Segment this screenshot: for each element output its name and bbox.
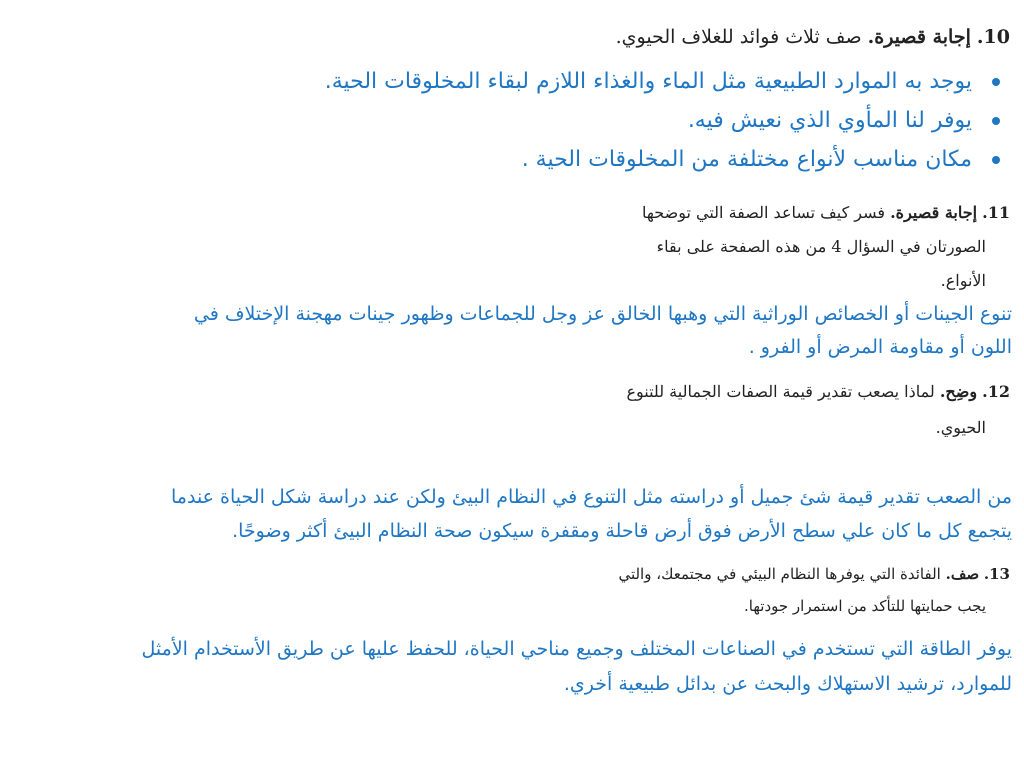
question-13-label: صف. xyxy=(945,565,980,583)
answer-12-line-2: يتجمع كل ما كان علي سطح الأرض فوق أرض قاحلة ومقفرة سيكون صحة النظام البيئ أكثر وضوحًا. xyxy=(232,520,1012,542)
answer-13 xyxy=(142,632,1012,702)
answer-10-item-1 xyxy=(325,62,972,101)
question-12-label: وضِح. xyxy=(939,382,978,401)
question-10-number: 10. xyxy=(976,26,1010,48)
answer-11-line-1: تنوع الجينات أو الخصائص الوراثية التي وهبها الخالق عز وجل للجماعات وظهور جينات مهجنة الإختلاف في xyxy=(193,303,1012,325)
question-12-text-1: لماذا يصعب تقدير قيمة الصفات الجمالية للتنوع xyxy=(626,382,935,401)
answer-10-item-2 xyxy=(325,101,972,140)
answer-10-item-3 xyxy=(325,140,972,179)
question-11-text-1: فسر كيف تساعد الصفة التي توضحها xyxy=(642,203,886,222)
question-11-number: 11. xyxy=(982,203,1010,222)
question-10 xyxy=(616,22,1010,52)
answer-10-item-1-text: يوجد به الموارد الطبيعية مثل الماء والغذاء اللازم لبقاء المخلوقات الحية. xyxy=(324,69,972,94)
bullet-icon xyxy=(992,78,1000,86)
answer-10-item-2-text: يوفر لنا المأوي الذي نعيش فيه. xyxy=(687,108,972,133)
question-13-line-1 xyxy=(618,558,1010,590)
question-13-text-2: يجب حمايتها للتأكد من استمرار جودتها. xyxy=(744,597,986,615)
answer-10-item-3-text: مكان مناسب لأنواع مختلفة من المخلوقات الحية . xyxy=(521,147,972,172)
question-11 xyxy=(642,196,1010,298)
question-11-text-3: الأنواع. xyxy=(940,271,986,290)
question-11-label: إجابة قصيرة. xyxy=(890,203,978,222)
question-12-number: 12. xyxy=(982,382,1010,401)
bullet-icon xyxy=(992,156,1000,164)
question-10-label: إجابة قصيرة. xyxy=(867,26,971,48)
question-13-text-1: الفائدة التي يوفرها النظام البيئي في مجتمعك، والتي xyxy=(618,565,941,583)
question-13 xyxy=(618,558,1010,622)
answer-12 xyxy=(171,480,1012,548)
question-10-answer-list xyxy=(325,62,972,179)
answer-12-line-1: من الصعب تقدير قيمة شئ جميل أو دراسته مثل التنوع في النظام البيئ ولكن عند دراسة شكل الحياة عندما xyxy=(171,486,1012,508)
question-10-text: صف ثلاث فوائد للغلاف الحيوي. xyxy=(615,26,862,48)
answer-11 xyxy=(194,298,1012,364)
question-12-text-2: الحيوي. xyxy=(935,418,986,437)
answer-11-line-2: اللون أو مقاومة المرض أو الفرو . xyxy=(748,336,1012,358)
answer-13-line-2: للموارد، ترشيد الاستهلاك والبحث عن بدائل طبيعية أخري. xyxy=(563,673,1012,695)
answer-13-line-1: يوفر الطاقة التي تستخدم في الصناعات المختلف وجميع مناحي الحياة، للحفظ عليها عن طريق الأستخدام الأمثل xyxy=(141,638,1012,660)
question-11-line-1 xyxy=(642,196,1010,230)
question-12-line-1 xyxy=(626,374,1010,410)
question-11-text-2: الصورتان في السؤال 4 من هذه الصفحة على بقاء xyxy=(656,237,986,256)
question-12 xyxy=(626,374,1010,446)
question-13-number: 13. xyxy=(983,565,1010,583)
bullet-icon xyxy=(992,117,1000,125)
